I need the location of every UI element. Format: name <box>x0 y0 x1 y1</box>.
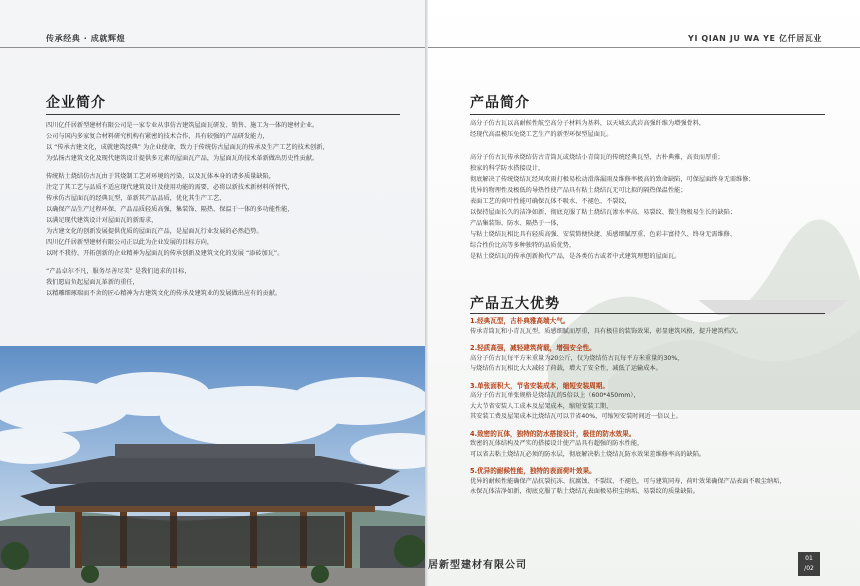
advantage-title: 4.致密的瓦体，独特的防水搭接设计，极佳的防水效果。 <box>470 429 636 438</box>
text-line: 四川亿仟居新型建材有限公司是一家专业从事仿古建筑屋面瓦研发、销售、施工为一体的建材企业。 <box>46 122 319 129</box>
advantage-text: 永保瓦体洁净如新，彻底克服了粘土烧结瓦表面极易积尘纳垢、易裂纹的质量缺陷。 <box>470 488 699 495</box>
advantage-text: 高分子仿古瓦每平方米重量为20公斤，仅为烧结仿古瓦每平方米重量的30%， <box>470 354 684 362</box>
advantage-item <box>470 429 850 461</box>
text-line: 我们愿肩负起屋面瓦革新的重任， <box>46 279 139 286</box>
temple-photo <box>0 346 425 586</box>
header-rule <box>428 47 860 48</box>
advantage-text: 其安装工费及屋架成本比烧结瓦可以节省40%，可缩短安装时间近一倍以上。 <box>470 413 682 420</box>
section-title-company: 企业简介 <box>46 95 106 111</box>
text-line: 综合性价比高等多种独特的品质优势， <box>470 242 576 249</box>
advantage-title: 5.优异的耐候性能，独特的表面荷叶效果。 <box>470 467 596 475</box>
text-line: 独家的科学防水搭接设计， <box>470 165 545 172</box>
text-line: “产品卓尔不凡，服务尽善尽美” 是我们追求的目标， <box>46 268 191 275</box>
title-rule <box>470 114 825 115</box>
advantage-item <box>470 466 850 498</box>
advantage-title: 1.经典瓦型，古朴典雅高端大气。 <box>470 317 570 325</box>
text-line: 经现代高温模压免烧工艺生产的新型环保型屋面瓦。 <box>470 131 613 138</box>
advantage-text: 高分子仿古瓦单张规格是烧结瓦的5倍以上（600*450mm）， <box>470 392 640 399</box>
advantage-title: 3.单张面积大，节省安装成本，缩短安装周期。 <box>470 381 609 390</box>
section-title-product: 产品简介 <box>470 95 530 111</box>
text-line: 注定了其工艺与品质不适应现代建筑设计及使用功能的需要，必将以新技术新材料所替代， <box>46 184 294 191</box>
text-line: 产品集装饰、防水、隔热于一体， <box>470 220 563 227</box>
text-line: 以确保产品生产过程环保，产品品质轻质高强，集装饰、隔热、保温于一体的多功能性能， <box>46 206 294 213</box>
left-page <box>0 0 425 586</box>
text-line: 传承仿古屋面瓦的经典瓦型，革新其产品品质，优化其生产工艺， <box>46 195 226 202</box>
advantage-item <box>470 343 850 375</box>
advantage-text: 传承青筒瓦和小青瓦瓦型，质感细腻而厚重，具有极佳的装饰效果，彰显建筑风格，提升建筑档次。 <box>470 327 743 335</box>
page-number <box>798 552 820 576</box>
text-line: 优异的物理性及极低的导热性使产品具有粘土烧结瓦无可比拟的隔热保温性能； <box>470 187 687 194</box>
page-number-current: 01 <box>805 555 813 562</box>
advantage-item <box>470 381 850 423</box>
section-title-advantages: 产品五大优势 <box>470 296 560 312</box>
header-rule <box>0 47 425 48</box>
text-line: 以保持屋面长久的洁净如新，彻底克服了粘土烧结瓦渗水率高、易裂纹、微生物极易生长的缺陷； <box>470 209 737 216</box>
text-line: 四川亿仟居新型建材有限公司正以此为企业发展的目标方向， <box>46 239 214 246</box>
text-line: 高分子仿古瓦传承烧结仿古青筒瓦或烧结小青筒瓦的传统经典瓦型，古朴典雅，高贵而厚重； <box>470 154 724 161</box>
page-number-total: /02 <box>804 565 814 572</box>
title-rule <box>46 114 400 115</box>
advantage-text: 优异的耐候性能确保产品抗裂抗冻、抗腐蚀、不裂纹、不褪色，可与建筑同寿，荷叶效果确保产品表面不吸尘纳垢， <box>470 477 786 485</box>
text-line: 公司与国内多家复合材料研究机构有紧密的技术合作，具有较强的产品研发能力， <box>46 133 269 140</box>
running-head-right: YI QIAN JU WA YE 亿仟居瓦业 <box>688 34 822 43</box>
title-rule <box>470 313 825 314</box>
text-line: 与粘土烧结瓦相比具有轻质高强、安装简便快捷、质感细腻厚重、色彩丰富持久、终身无需维修、 <box>470 231 737 238</box>
text-line: 以精雕细琢瑞而不舍的匠心精神为古建筑文化的传承及建筑业的发展做出应有的贡献。 <box>46 290 282 297</box>
advantage-text: 致密的瓦体结构及严实的搭接设计使产品具有超强的防水性能， <box>470 440 644 447</box>
text-line: 以满足现代建筑设计对屋面瓦的新需求， <box>46 217 158 224</box>
text-line: 高分子仿古瓦以高耐候性航空高分子材料为基料，以天城玄武岩高强纤维为增强骨料， <box>470 120 706 127</box>
product-intro-text <box>470 118 755 262</box>
company-intro-text <box>46 120 329 299</box>
right-page <box>428 0 860 586</box>
text-line: 为古建文化的创新发展提供优质的屋面瓦产品，是屋面瓦行业发展的必然趋势。 <box>46 228 263 235</box>
running-head-left: 传承经典 · 成就辉煌 <box>46 34 126 43</box>
text-line: 彻底解决了传统烧结瓦经风吹雨打极易松动滑落漏雨及维修率极高的致命缺陷，可保屋面终身无需维修； <box>470 176 755 183</box>
text-line: 以时不我待、开拓创新的企业精神为屋面瓦的传承创新及建筑文化的发展 “添砖加瓦”。 <box>46 250 284 257</box>
company-name-footer: 居新型建材有限公司 <box>428 560 527 571</box>
advantage-text: 大大节省安装人工成本及屋架成本，缩短安装工期， <box>470 402 613 410</box>
advantage-text: 与烧结仿古瓦相比大大减轻了荷载，增大了安全性，减低了运输成本。 <box>470 365 662 372</box>
advantage-text: 可以省去粘土烧结瓦必须的防水层，彻底解决粘土烧结瓦防水效果差维修率高的缺陷。 <box>470 450 706 458</box>
text-line: 是粘土烧结瓦的传承创新换代产品，是各类仿古或者中式建筑理想的屋面瓦。 <box>470 253 681 260</box>
advantage-title: 2.轻质高强，减轻建筑荷载，增强安全性。 <box>470 344 596 352</box>
text-line: 表面工艺的荷叶性能可确保瓦体不吸水、不褪色、不裂纹， <box>470 198 631 205</box>
text-line: 传统粘土烧结仿古瓦由于其烧制工艺对环境的污染，以及瓦体本身的诸多质量缺陷， <box>46 173 275 180</box>
text-line: 为弘扬古建筑文化及现代建筑设计提供多元素的屋面瓦产品，为屋面瓦的技术革新做出历史性贡献。 <box>46 155 319 162</box>
advantage-item <box>470 316 850 337</box>
text-line: 以 “传承古建文化，成就建筑经典” 为企业使命，致力于传统仿古屋面瓦的传承及生产工艺的技术创新， <box>46 144 329 151</box>
advantages-list <box>470 316 850 504</box>
